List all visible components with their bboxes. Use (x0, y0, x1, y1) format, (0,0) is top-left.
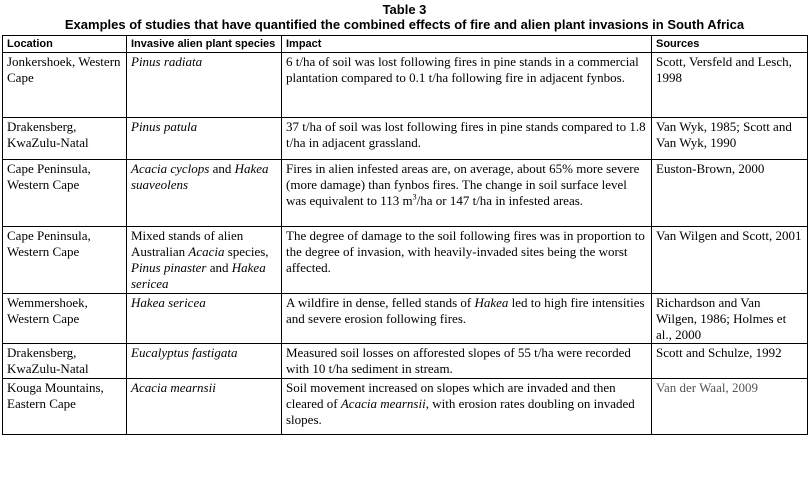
cell-impact (282, 294, 652, 344)
cell-location: Cape Peninsula, Western Cape (3, 227, 127, 294)
impact-part: , with erosion rates doubling on invaded slopes. (286, 396, 635, 427)
cell-impact (282, 160, 652, 227)
cell-species: Pinus patula (127, 118, 282, 160)
species-part: species, (224, 244, 269, 259)
impact-part: led to high fire intensities and severe erosion following fires. (286, 295, 645, 326)
header-row (3, 36, 808, 53)
header-species: Invasive alien plant species (127, 36, 282, 53)
cell-sources: Richardson and Van Wilgen, 1986; Holmes et al., 2000 (652, 294, 808, 344)
table-row (3, 227, 808, 294)
cell-location: Drakensberg, KwaZulu-Natal (3, 118, 127, 160)
impact-superscript: 3 (412, 192, 417, 202)
species-part: and (209, 161, 235, 176)
table-row (3, 379, 808, 435)
species-part: Mixed stands of alien Australian (131, 228, 244, 259)
header-sources: Sources (652, 36, 808, 53)
cell-species (127, 160, 282, 227)
table-row (3, 118, 808, 160)
header-impact: Impact (282, 36, 652, 53)
cell-species: Eucalyptus fastigata (127, 344, 282, 379)
cell-location: Cape Peninsula, Western Cape (3, 160, 127, 227)
species-part: Hakea suaveolens (131, 161, 269, 192)
cell-location: Wemmershoek, Western Cape (3, 294, 127, 344)
species-part: Acacia cyclops (131, 161, 210, 176)
cell-location: Drakensberg, KwaZulu-Natal (3, 344, 127, 379)
cell-species (127, 227, 282, 294)
species-part: Pinus pinaster (131, 260, 207, 275)
cell-species: Acacia mearnsii (127, 379, 282, 435)
cell-sources: Van Wilgen and Scott, 2001 (652, 227, 808, 294)
cell-species: Pinus radiata (127, 53, 282, 118)
table-row (3, 160, 808, 227)
impact-part: Fires in alien infested areas are, on average, about 65% more severe (more damage) than fynbos fires. The change in soil surface level was equivalent to 113 m (286, 161, 640, 208)
cell-species: Hakea sericea (127, 294, 282, 344)
cell-sources: Van der Waal, 2009 (652, 379, 808, 435)
table-title: Examples of studies that have quantified the combined effects of fire and alien plant invasions in South Africa (64, 17, 745, 32)
cell-impact: Measured soil losses on afforested slopes of 55 t/ha were recorded with 10 t/ha sediment in stream. (282, 344, 652, 379)
cell-location: Kouga Mountains, Eastern Cape (3, 379, 127, 435)
impact-part: /ha or 147 t/ha in infested areas. (416, 193, 584, 208)
impact-part: Soil movement increased on slopes which are invaded and then cleared of (286, 380, 616, 411)
species-part: Hakea sericea (131, 260, 266, 291)
species-part: and (206, 260, 232, 275)
impact-part: A wildfire in dense, felled stands of (286, 295, 475, 310)
cell-sources: Van Wyk, 1985; Scott and Van Wyk, 1990 (652, 118, 808, 160)
header-location: Location (3, 36, 127, 53)
table-row (3, 344, 808, 379)
table-row (3, 294, 808, 344)
table-label: Table 3 (382, 2, 427, 17)
cell-impact: The degree of damage to the soil following fires was in proportion to the degree of invasion, with heavily-invaded sites being the worst affected. (282, 227, 652, 294)
cell-sources: Scott and Schulze, 1992 (652, 344, 808, 379)
table-caption (0, 0, 809, 32)
cell-impact: 6 t/ha of soil was lost following fires in pine stands in a commercial plantation compared to 0.1 t/ha following fire in adjacent fynbos. (282, 53, 652, 118)
cell-impact: 37 t/ha of soil was lost following fires in pine stands compared to 1.8 t/ha in adjacent grassland. (282, 118, 652, 160)
studies-table (2, 35, 808, 435)
cell-sources: Scott, Versfeld and Lesch, 1998 (652, 53, 808, 118)
cell-impact (282, 379, 652, 435)
cell-sources: Euston-Brown, 2000 (652, 160, 808, 227)
impact-part: Acacia mearnsii (340, 396, 426, 411)
table-row (3, 53, 808, 118)
impact-part: Hakea (474, 295, 509, 310)
species-part: Acacia (188, 244, 225, 259)
cell-location: Jonkershoek, Western Cape (3, 53, 127, 118)
